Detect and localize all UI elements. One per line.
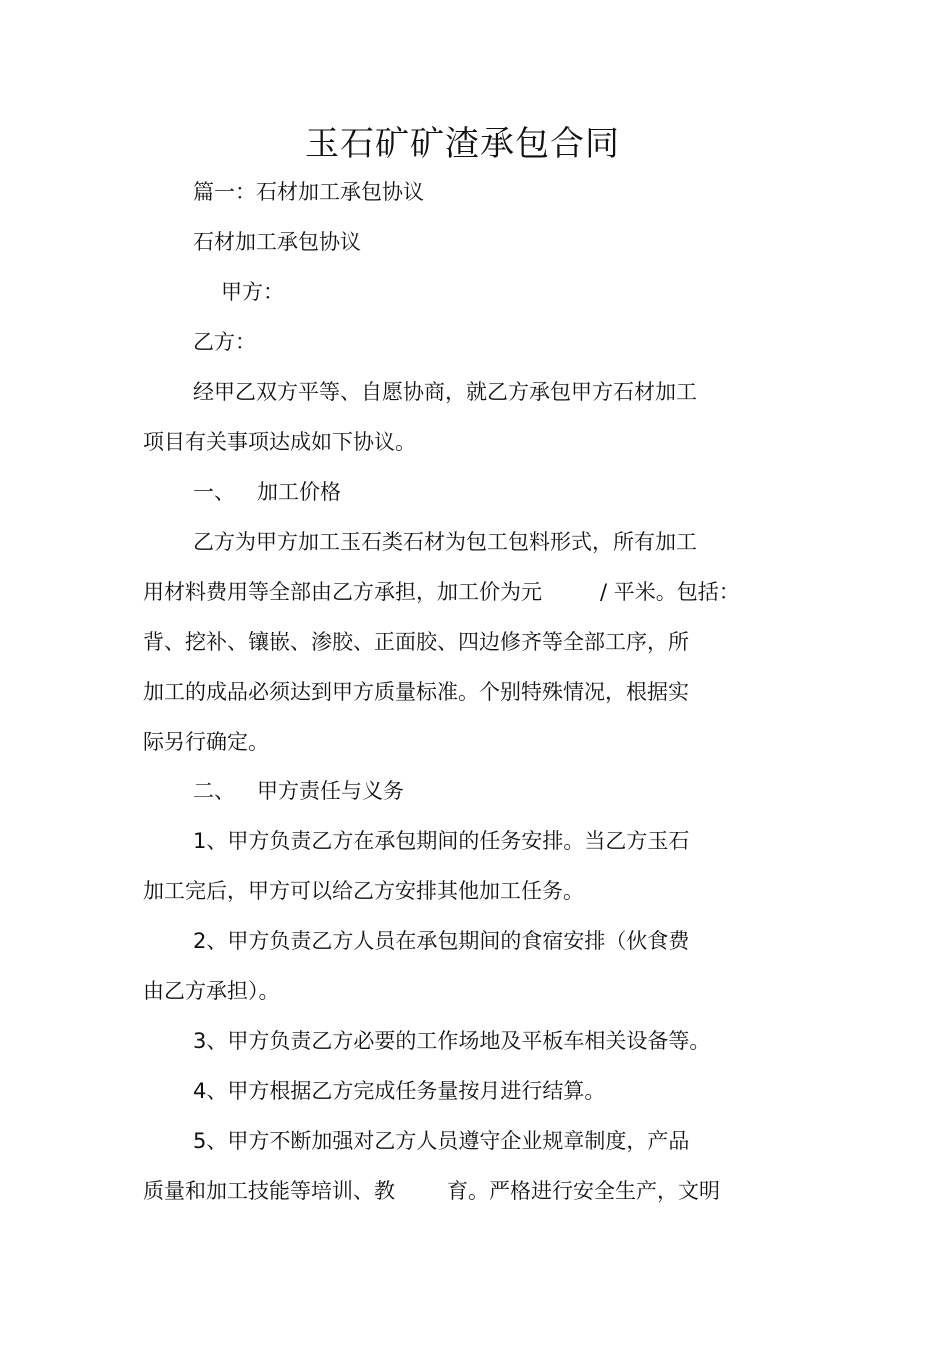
- price-text: 用材料费用等全部由乙方承担，加工价为元: [143, 580, 542, 604]
- item-5-line-2: [143, 1176, 720, 1206]
- item-2-line-2: 由乙方承担）。: [143, 979, 280, 1003]
- sub-heading: 石材加工承包协议: [193, 230, 361, 254]
- intro-line-1: 经甲乙双方平等、自愿协商，就乙方承包甲方石材加工: [193, 380, 697, 404]
- section-1-heading: [193, 477, 341, 507]
- party-a-label: 甲方：: [221, 280, 284, 304]
- section-1-line-1: 乙方为甲方加工玉石类石材为包工包料形式，所有加工: [193, 530, 697, 554]
- item-1-line-1: 1、甲方负责乙方在承包期间的任务安排。当乙方玉石: [193, 829, 690, 853]
- item-2-line-1: 2、甲方负责乙方人员在承包期间的食宿安排（伙食费: [193, 929, 690, 953]
- document-title: 玉石矿矿渣承包合同: [305, 124, 620, 164]
- item-5-text-a: 质量和加工技能等培训、教: [143, 1179, 395, 1203]
- item-3: 3、甲方负责乙方必要的工作场地及平板车相关设备等。: [193, 1029, 711, 1053]
- item-1-line-2: 加工完后，甲方可以给乙方安排其他加工任务。: [143, 879, 584, 903]
- section-1-number: 一、: [193, 480, 235, 504]
- section-2-title: 甲方责任与义务: [257, 779, 404, 803]
- item-4: 4、甲方根据乙方完成任务量按月进行结算。: [193, 1079, 606, 1103]
- section-2-number: 二、: [193, 779, 235, 803]
- section-2-heading: [193, 776, 404, 806]
- item-5-line-1: 5、甲方不断加强对乙方人员遵守企业规章制度，产品: [193, 1129, 690, 1153]
- item-5-text-b: 育。严格进行安全生产，文明: [447, 1179, 720, 1203]
- section-1-line-5: 际另行确定。: [143, 730, 269, 754]
- chapter-heading: 篇一：石材加工承包协议: [193, 180, 424, 204]
- price-unit-text: / 平米。包括：: [600, 580, 740, 604]
- party-b-label: 乙方：: [193, 330, 256, 354]
- section-1-title: 加工价格: [257, 480, 341, 504]
- section-1-line-4: 加工的成品必须达到甲方质量标准。个别特殊情况，根据实: [143, 680, 689, 704]
- section-1-line-2: [143, 577, 740, 607]
- section-1-line-3: 背、挖补、镶嵌、渗胶、正面胶、四边修齐等全部工序，所: [143, 630, 689, 654]
- intro-line-2: 项目有关事项达成如下协议。: [143, 430, 416, 454]
